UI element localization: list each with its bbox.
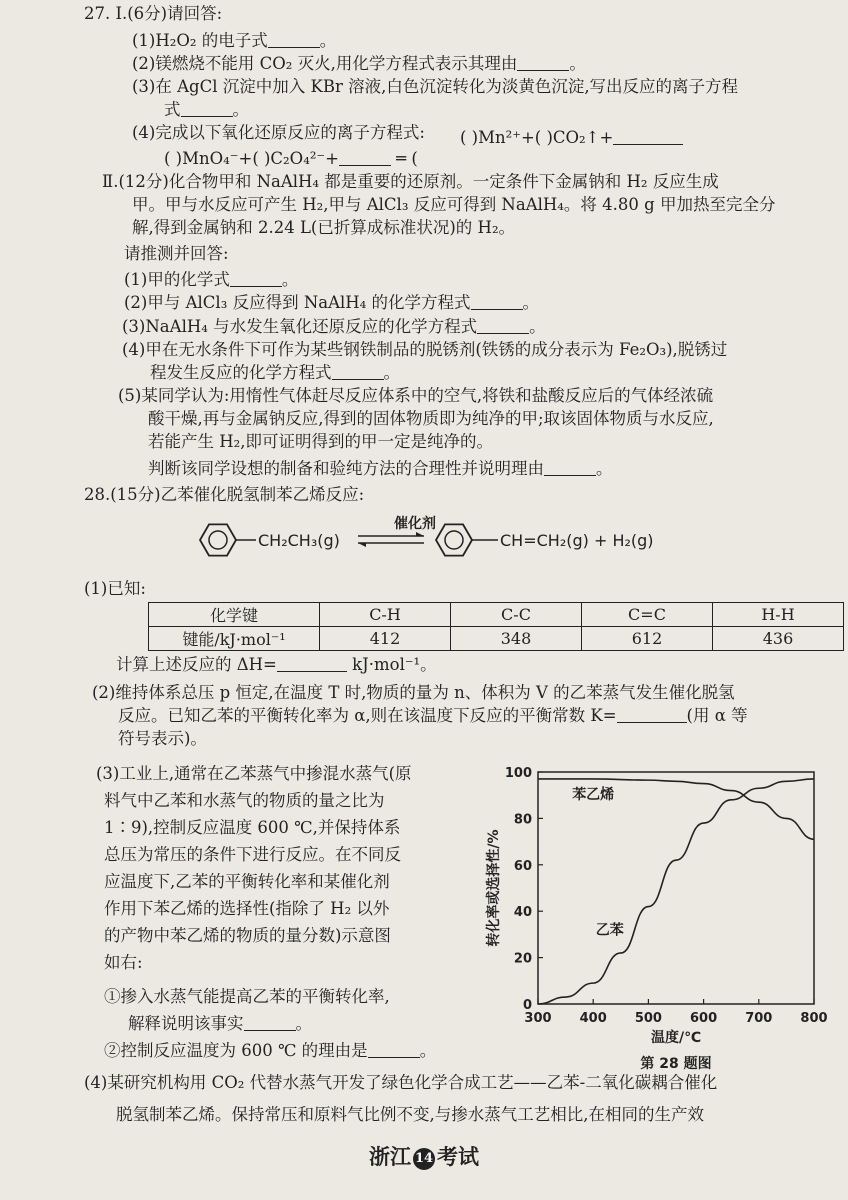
answer-blank[interactable] (477, 317, 529, 334)
q27-ii-2 (124, 292, 539, 314)
q27-i4-eq (164, 148, 418, 170)
q27-ii-4: (4)甲在无水条件下可作为某些钢铁制品的脱锈剂(铁锈的成分表示为 Fe₂O₃),脱锈过 (122, 340, 728, 359)
table-cell: 436 (713, 627, 844, 651)
q28-calc-unit: kJ·mol⁻¹。 (352, 655, 437, 674)
q27-i3-cont-text: 式 (164, 100, 181, 119)
period: 。 (596, 459, 613, 478)
plot-frame (538, 772, 814, 1004)
q27-ii-heading: Ⅱ.(12分)化合物甲和 NaAlH₄ 都是重要的还原剂。一定条件下金属钠和 H₂ 反应生成 (102, 172, 719, 191)
table-header-row (149, 603, 844, 627)
q27-i4-eq-text: ( )MnO₄⁻+( )C₂O₄²⁻+ (164, 149, 339, 168)
period: 。 (383, 363, 400, 382)
answer-blank[interactable] (244, 1014, 296, 1031)
footer-right: 考试 (437, 1144, 479, 1169)
table-row (149, 627, 844, 651)
table-header: 化学键 (149, 603, 320, 627)
q27-i3-end: 。 (232, 100, 249, 119)
q27-i4-eq-tail: ═ ( (396, 149, 418, 168)
table-cell: 348 (451, 627, 582, 651)
q27-ii-5-l4-text: 判断该同学设想的制备和验纯方法的合理性并说明理由 (148, 459, 544, 478)
y-tick-label: 40 (513, 905, 532, 921)
period: 。 (522, 293, 540, 312)
q28-p4-l2: 脱氢制苯乙烯。保持常压和原料气比例不变,与掺水蒸气工艺相比,在相同的生产效 (116, 1105, 704, 1124)
q28-p3-l1: (3)工业上,通常在乙苯蒸气中掺混水蒸气(原 (96, 764, 412, 783)
q28-p2-l2-text: 反应。已知乙苯的平衡转化率为 α,则在该温度下反应的平衡常数 K= (118, 706, 617, 725)
q27-i3-cont (164, 99, 249, 121)
q28-p3-l8: 如右: (104, 953, 143, 972)
table-row-label: 键能/kJ·mol⁻¹ (149, 627, 320, 651)
q27-i4: (4)完成以下氧化还原反应的离子方程式: (132, 123, 425, 142)
reactant-label: CH₂CH₃(g) (258, 531, 340, 550)
q27-ii-1-text: (1)甲的化学式 (124, 270, 230, 289)
answer-blank[interactable] (471, 293, 523, 310)
bond-energy-table (148, 602, 844, 651)
answer-blank[interactable] (613, 128, 683, 145)
q28-calc (116, 654, 437, 676)
q27-ii-5-l3: 若能产生 H₂,即可证明得到的甲一定是纯净的。 (148, 432, 493, 451)
y-tick-label: 100 (504, 766, 532, 781)
q28-heading: 28.(15分)乙苯催化脱氢制苯乙烯反应: (84, 485, 365, 504)
series-label: 乙苯 (595, 922, 624, 939)
q28-p3-1: ①掺入水蒸气能提高乙苯的平衡转化率, (104, 987, 390, 1006)
q27-ii-5-l2: 酸干燥,再与金属钠反应,得到的固体物质即为纯净的甲;取该固体物质与水反应, (148, 409, 714, 428)
q27-i1-text: (1)H₂O₂ 的电子式 (132, 31, 268, 50)
y-tick-label: 0 (522, 998, 532, 1013)
q27-heading: 27. Ⅰ.(6分)请回答: (84, 4, 223, 23)
table-header: C-C (451, 603, 582, 627)
answer-blank[interactable] (368, 1041, 420, 1058)
q27-ii-5: (5)某同学认为:用惰性气体赶尽反应体系中的空气,将铁和盐酸反应后的气体经浓硫 (118, 386, 714, 405)
x-tick-label: 300 (524, 1011, 552, 1026)
page-footer (0, 1141, 848, 1171)
q27-ii-2-text: (2)甲与 AlCl₃ 反应得到 NaAlH₄ 的化学方程式 (124, 293, 471, 312)
q27-i1 (132, 30, 336, 52)
table-cell: 412 (320, 627, 451, 651)
period: 。 (281, 270, 299, 289)
q27-ii-4-cont-text: 程发生反应的化学方程式 (150, 363, 332, 382)
q28-p3-l7: 的产物中苯乙烯的物质的量分数)示意图 (104, 926, 391, 945)
q27-ii-3-text: (3)NaAlH₄ 与水发生氧化还原反应的化学方程式 (122, 317, 478, 336)
x-tick-label: 500 (634, 1011, 662, 1026)
q28-p3-2 (104, 1040, 436, 1062)
q28-p2-l2-tail: (用 α 等 (686, 706, 748, 725)
q27-ii-l3: 解,得到金属钠和 2.24 L(已折算成标准状况)的 H₂。 (132, 218, 516, 237)
q28-p2-l2 (118, 705, 748, 727)
q27-ii-4-cont (150, 362, 400, 384)
q28-p3-1b (128, 1013, 312, 1035)
x-tick-label: 600 (690, 1011, 718, 1026)
q28-p3-l6: 作用下苯乙烯的选择性(指除了 H₂ 以外 (104, 899, 390, 918)
answer-blank[interactable] (617, 706, 687, 723)
y-tick-label: 80 (513, 812, 532, 828)
y-axis-label: 转化率或选择性/% (486, 829, 502, 947)
answer-blank[interactable] (268, 31, 320, 48)
series-label: 苯乙烯 (572, 786, 615, 803)
table-cell: 612 (582, 627, 713, 651)
q27-i2-text: (2)镁燃烧不能用 CO₂ 灭火,用化学方程式表示其理由 (132, 54, 518, 73)
q27-i2 (132, 53, 586, 75)
q27-ii-5-l4 (148, 458, 613, 480)
y-tick-label: 20 (513, 951, 532, 967)
table-header: C=C (582, 603, 713, 627)
answer-blank[interactable] (230, 270, 282, 287)
q27-ii-l4: 请推测并回答: (124, 244, 229, 263)
q27-i3: (3)在 AgCl 沉淀中加入 KBr 溶液,白色沉淀转化为淡黄色沉淀,写出反应的离子方程 (132, 77, 739, 96)
q28-p3-1b-text: 解释说明该事实 (128, 1014, 244, 1033)
q28-p4: (4)某研究机构用 CO₂ 代替水蒸气开发了绿色化学合成工艺——乙苯-二氧化碳耦合催化 (84, 1073, 718, 1092)
q27-i2-end: 。 (569, 54, 586, 73)
q28-calc-text: 计算上述反应的 ΔH= (116, 655, 277, 674)
catalyst-label: 催化剂 (394, 516, 436, 532)
benzene-ring-icon (436, 524, 472, 555)
conversion-selectivity-chart (478, 760, 838, 1078)
answer-blank[interactable] (181, 100, 233, 117)
q28-p3-l2: 料气中乙苯和水蒸气的物质的量之比为 (104, 791, 385, 810)
answer-blank[interactable] (277, 655, 347, 672)
table-header: C-H (320, 603, 451, 627)
benzene-ring-icon (200, 524, 236, 555)
x-tick-label: 400 (579, 1011, 607, 1026)
y-tick-label: 60 (513, 858, 532, 874)
period: 。 (295, 1014, 312, 1033)
q28-p3-l3: 1∶9),控制反应温度 600 ℃,并保持体系 (104, 818, 401, 837)
q28-p3-l4: 总压为常压的条件下进行反应。在不同反 (104, 845, 401, 864)
figure-caption: 第 28 题图 (640, 1056, 712, 1072)
x-axis-label: 温度/℃ (650, 1030, 702, 1046)
q27-i1-end: 。 (319, 31, 337, 50)
reaction-equation (160, 510, 680, 570)
table-header: H-H (713, 603, 844, 627)
answer-blank[interactable] (332, 363, 384, 380)
answer-blank[interactable] (544, 459, 596, 476)
x-tick-label: 700 (745, 1011, 773, 1026)
q28-p2: (2)维持体系总压 p 恒定,在温度 T 时,物质的量为 n、体积为 V 的乙苯蒸气发生催化脱氢 (92, 683, 735, 702)
answer-blank[interactable] (517, 54, 569, 71)
q27-ii-3 (122, 316, 546, 338)
x-tick-label: 800 (800, 1011, 828, 1026)
footer-left: 浙江 (369, 1144, 411, 1169)
product-label: CH=CH₂(g) + H₂(g) (500, 531, 654, 550)
q27-i4-tail-text: ( )Mn²⁺+( )CO₂↑+ (460, 128, 614, 147)
q27-i4-tail (460, 127, 683, 149)
q27-ii-1 (124, 269, 298, 291)
series-line (538, 779, 814, 1004)
answer-blank[interactable] (339, 149, 391, 166)
period: 。 (529, 317, 546, 336)
q28-p3-l5: 应温度下,乙苯的平衡转化率和某催化剂 (104, 872, 390, 891)
page-number: 14 (413, 1148, 435, 1170)
q28-p1: (1)已知: (84, 579, 146, 598)
equilibrium-arrow-icon (358, 532, 424, 547)
q28-p3-2-text: ②控制反应温度为 600 ℃ 的理由是 (104, 1041, 368, 1060)
q27-ii-l2: 甲。甲与水反应可产生 H₂,甲与 AlCl₃ 反应可得到 NaAlH₄。将 4.80 g 甲加热至完全分 (132, 195, 776, 214)
q28-p2-l3: 符号表示)。 (118, 729, 207, 748)
period: 。 (419, 1041, 437, 1060)
